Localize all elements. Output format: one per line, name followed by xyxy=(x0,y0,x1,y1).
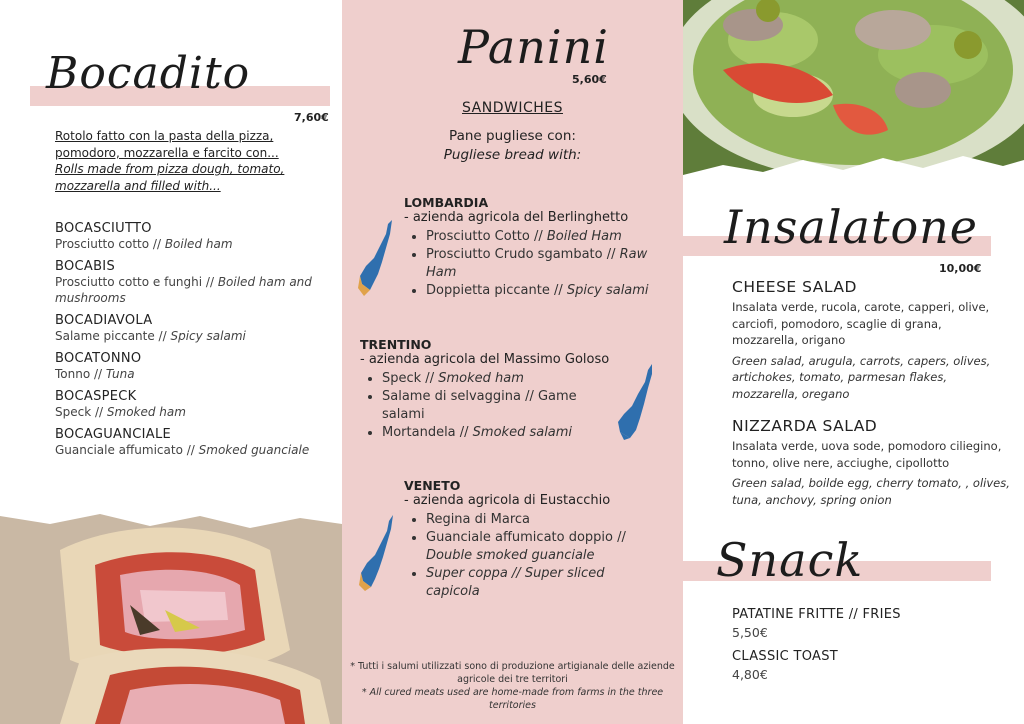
item-name: BOCATONNO xyxy=(55,351,142,366)
list-item: • Prosciutto Crudo sgambato // Raw Ham xyxy=(426,246,674,282)
salad-desc-en: Green salad, boilde egg, cherry tomato, , olives, tuna, anchovy, spring onion xyxy=(732,476,1010,507)
footnote-english: * All cured meats used are home-made from farms in the three territories xyxy=(361,687,664,711)
item-desc-en: Boiled ham and mushrooms xyxy=(55,275,312,305)
salad-nizzarda xyxy=(732,417,1012,508)
panini-subtitle: SANDWICHES xyxy=(462,100,563,116)
list-item: • Speck // Smoked ham xyxy=(382,370,590,388)
bocadito-photo xyxy=(0,510,342,724)
list-item: • Regina di Marca xyxy=(426,511,644,529)
list-item xyxy=(55,259,325,306)
salad-name: NIZZARDA SALAD xyxy=(732,417,878,435)
region-name: TRENTINO xyxy=(360,337,432,352)
region-name: LOMBARDIA xyxy=(404,195,489,210)
item-desc-it: Prosciutto cotto e funghi // xyxy=(55,275,218,289)
region-lombardia xyxy=(404,195,674,300)
salad-cheese xyxy=(732,278,992,402)
region-items xyxy=(404,511,644,601)
lake-icon xyxy=(357,513,397,593)
region-trentino xyxy=(360,337,620,442)
region-farm: - azienda agricola del Massimo Goloso xyxy=(360,352,610,367)
item-name: BOCASPECK xyxy=(55,389,137,404)
list-item: • Mortandela // Smoked salami xyxy=(382,424,590,442)
item-desc-it: Speck // xyxy=(55,405,107,419)
item-name: BOCAGUANCIALE xyxy=(55,427,172,442)
footnote xyxy=(342,660,683,712)
footnote-italian: * Tutti i salumi utilizzati sono di produzione artigianale delle aziende agricole dei tre territori xyxy=(350,661,675,685)
list-item: • Super coppa // Super sliced capicola xyxy=(426,565,644,601)
intro-italian: Rotolo fatto con la pasta della pizza, pomodoro, mozzarella e farcito con... xyxy=(55,129,279,160)
list-item xyxy=(55,313,325,344)
item-desc-it: Salame piccante // xyxy=(55,329,171,343)
salad-name: CHEESE SALAD xyxy=(732,278,857,296)
list-item: • Doppietta piccante // Spicy salami xyxy=(426,282,674,300)
list-item: • Prosciutto Cotto // Boiled Ham xyxy=(426,228,674,246)
bread-english: Pugliese bread with: xyxy=(443,147,582,163)
item-desc-it: Prosciutto cotto // xyxy=(55,237,165,251)
snack-name: CLASSIC TOAST xyxy=(732,649,838,664)
list-item xyxy=(55,221,325,252)
snack-price: 5,50€ xyxy=(732,625,768,640)
item-name: BOCASCIUTTO xyxy=(55,221,152,236)
snack-item xyxy=(732,607,901,640)
bocadito-list xyxy=(55,214,325,458)
region-farm: - azienda agricola di Eustacchio xyxy=(404,493,611,508)
panini-title: Panini xyxy=(458,20,609,74)
snack-item xyxy=(732,649,838,682)
intro-english: Rolls made from pizza dough, tomato, mozzarella and filled with... xyxy=(55,162,285,193)
list-item xyxy=(55,389,325,420)
list-item xyxy=(55,351,325,382)
bocadito-title: Bocadito xyxy=(46,48,251,99)
item-desc-it: Tonno // xyxy=(55,367,106,381)
salad-desc-it: Insalata verde, uova sode, pomodoro ciliegino, tonno, olive nere, acciughe, cipollotto xyxy=(732,439,1002,470)
item-desc-en: Smoked guanciale xyxy=(198,443,310,457)
list-item: • Guanciale affumicato doppio // Double smoked guanciale xyxy=(426,529,644,565)
item-name: BOCADIAVOLA xyxy=(55,313,153,328)
bread-description xyxy=(342,127,683,165)
list-item: • Salame di selvaggina // Game salami xyxy=(382,388,590,424)
salad-photo xyxy=(683,0,1024,185)
snack-price: 4,80€ xyxy=(732,667,768,682)
item-name: BOCABIS xyxy=(55,259,115,274)
region-name: VENETO xyxy=(404,478,461,493)
region-items xyxy=(404,228,674,300)
item-desc-en: Tuna xyxy=(105,367,135,381)
snack-name: PATATINE FRITTE // FRIES xyxy=(732,607,901,622)
lake-icon xyxy=(356,218,396,298)
bocadito-price: 7,60€ xyxy=(294,111,329,124)
salad-desc-it: Insalata verde, rucola, carote, capperi, olive, carciofi, pomodoro, scaglie di grana, mozzarella, origano xyxy=(732,300,990,347)
bocadito-intro xyxy=(55,128,295,194)
item-desc-en: Smoked ham xyxy=(106,405,186,419)
salad-illustration xyxy=(683,0,1024,185)
item-desc-it: Guanciale affumicato // xyxy=(55,443,199,457)
item-desc-en: Spicy salami xyxy=(170,329,246,343)
salad-desc-en: Green salad, arugula, carrots, capers, olives, artichokes, tomato, parmesan flakes, mozzarella, oregano xyxy=(732,353,991,401)
item-desc-en: Boiled ham xyxy=(164,237,233,251)
insalatone-title: Insalatone xyxy=(724,200,978,254)
region-veneto xyxy=(404,478,669,601)
snack-title: Snack xyxy=(716,533,864,587)
bread-italian: Pane pugliese con: xyxy=(449,128,576,144)
panini-price: 5,60€ xyxy=(572,73,607,86)
region-items xyxy=(360,370,590,442)
insalatone-price: 10,00€ xyxy=(939,262,982,275)
wrap-illustration xyxy=(0,510,342,724)
region-farm: - azienda agricola del Berlinghetto xyxy=(404,210,629,225)
list-item xyxy=(55,427,325,458)
